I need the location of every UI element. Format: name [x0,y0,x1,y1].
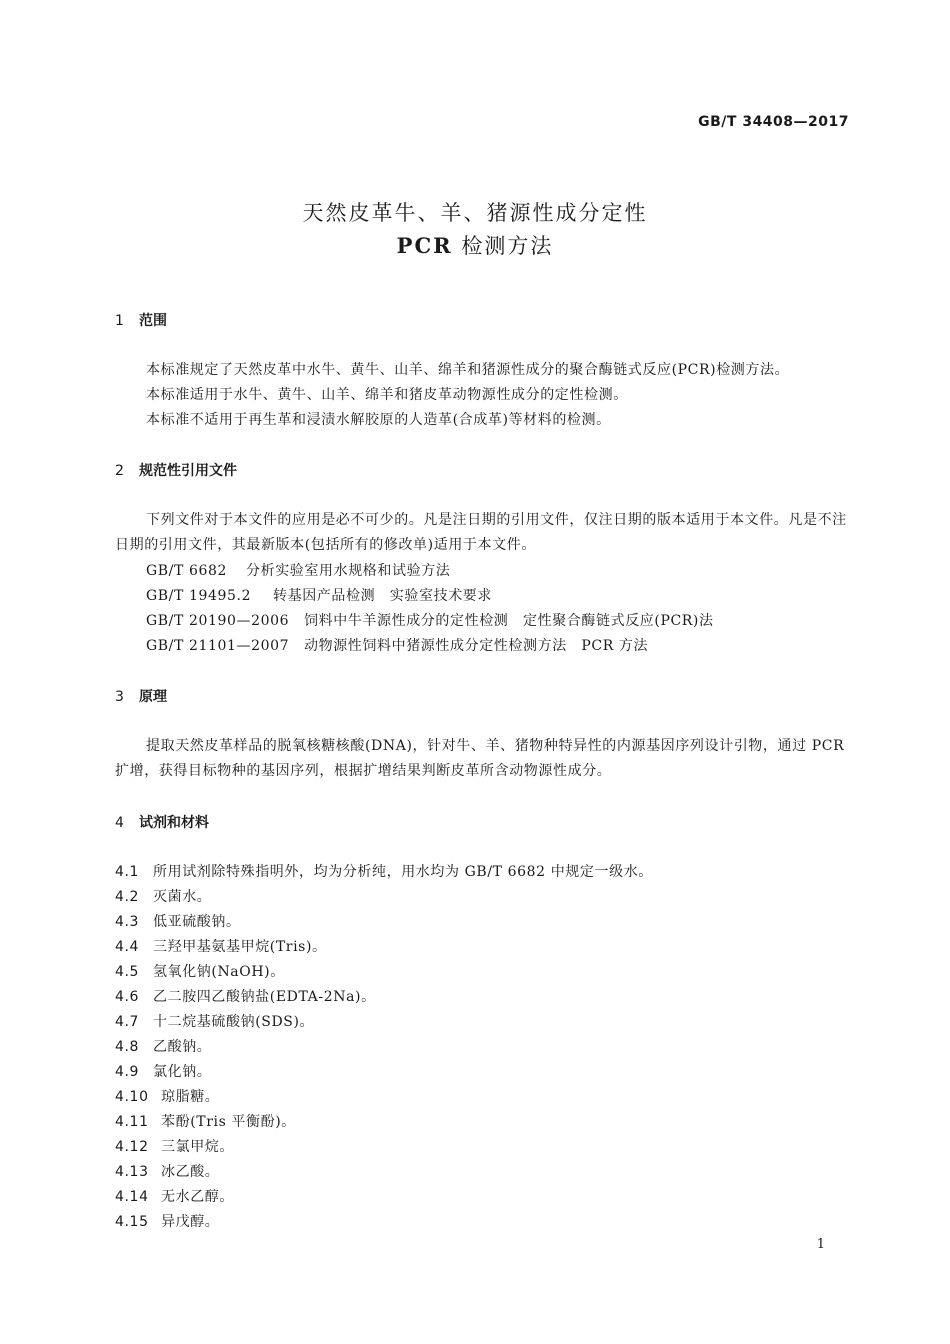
item-text: 苯酚(Tris 平衡酚)。 [161,1114,296,1130]
scope-paragraph-3: 本标准不适用于再生革和浸渍水解胶原的人造革(合成革)等材料的检测。 [146,412,611,428]
item-text: 灭菌水。 [153,889,212,905]
section-title: 试剂和材料 [139,815,209,831]
title-pcr: PCR [396,233,453,258]
references-intro: 下列文件对于本文件的应用是必不可少的。凡是注日期的引用文件，仅注日期的版本适用于本文件。凡是不注日期的引用文件，其最新版本(包括所有的修改单)适用于本文件。 [115,512,847,553]
reference-item [146,560,450,580]
item-number: 4.9 [115,1064,140,1080]
item-number: 4.1 [115,864,140,880]
title-rest: 检测方法 [452,234,554,258]
item-number: 4.12 [115,1139,149,1155]
reference-title: 转基因产品检测 实验室技术要求 [273,588,492,604]
reagent-item [115,1186,234,1206]
item-number: 4.13 [115,1164,149,1180]
reference-item [146,635,648,655]
item-text: 十二烷基硫酸钠(SDS)。 [153,1014,315,1030]
reagent-item [115,1161,219,1181]
scope-paragraph-2: 本标准适用于水牛、黄牛、山羊、绵羊和猪皮革动物源性成分的定性检测。 [146,387,628,403]
item-number: 4.3 [115,914,140,930]
item-text: 氯化钠。 [153,1064,212,1080]
item-number: 4.10 [115,1089,149,1105]
item-text: 三羟甲基氨基甲烷(Tris)。 [153,939,327,955]
reference-code: GB/T 6682 [146,563,228,579]
item-text: 冰乙酸。 [161,1164,220,1180]
section-number: 4 [115,815,124,831]
section-number: 3 [115,689,124,705]
section-4-heading [115,812,209,832]
reagent-item [115,1011,314,1031]
item-number: 4.8 [115,1039,140,1055]
reference-title: 动物源性饲料中猪源性成分定性检测方法 PCR 方法 [304,638,649,654]
section-number: 1 [115,313,124,329]
reagent-item [115,986,376,1006]
reagent-item [115,1086,219,1106]
reference-title: 饲料中牛羊源性成分的定性检测 定性聚合酶链式反应(PCR)法 [304,613,714,629]
reagent-item [115,1036,211,1056]
section-3-heading [115,686,167,706]
section-2-heading [115,460,237,480]
reagent-item [115,961,285,981]
document-title-line1: 天然皮革牛、羊、猪源性成分定性 [302,201,648,225]
reagent-item [115,1211,219,1231]
item-number: 4.5 [115,964,140,980]
item-number: 4.15 [115,1214,149,1230]
scope-paragraph-1: 本标准规定了天然皮革中水牛、黄牛、山羊、绵羊和猪源性成分的聚合酶链式反应(PCR)检测方法。 [146,362,790,378]
reference-code: GB/T 21101—2007 [146,638,290,654]
reagent-item [115,1061,211,1081]
item-text: 无水乙醇。 [161,1189,234,1205]
item-text: 异戊醇。 [161,1214,220,1230]
reference-item [146,610,714,630]
reagent-item [115,911,241,931]
item-number: 4.4 [115,939,140,955]
section-1-heading [115,310,167,330]
item-number: 4.6 [115,989,140,1005]
document-title-line2 [0,230,950,260]
reference-code: GB/T 20190—2006 [146,613,290,629]
section-title: 范围 [139,313,167,329]
standard-number: GB/T 34408—2017 [698,114,849,130]
reference-title: 分析实验室用水规格和试验方法 [246,563,451,579]
item-number: 4.11 [115,1114,149,1130]
reference-item [146,585,492,605]
item-text: 乙酸钠。 [153,1039,212,1055]
item-number: 4.7 [115,1014,140,1030]
reagent-item [115,1136,234,1156]
item-text: 所用试剂除特殊指明外，均为分析纯，用水均为 GB/T 6682 中规定一级水。 [153,864,653,880]
section-title: 规范性引用文件 [139,463,237,479]
reference-code: GB/T 19495.2 [146,588,252,604]
item-text: 三氯甲烷。 [161,1139,234,1155]
item-number: 4.14 [115,1189,149,1205]
reagent-item [115,1111,296,1131]
page-number: 1 [816,1237,825,1252]
item-text: 琼脂糖。 [161,1089,220,1105]
item-number: 4.2 [115,889,140,905]
item-text: 氢氧化钠(NaOH)。 [153,964,285,980]
principle-paragraph: 提取天然皮革样品的脱氧核糖核酸(DNA)，针对牛、羊、猪物种特异性的内源基因序列设计引物，通过 PCR 扩增，获得目标物种的基因序列，根据扩增结果判断皮革所含动物源性成分。 [115,738,845,779]
section-title: 原理 [139,689,167,705]
reagent-item [115,861,653,881]
reagent-item [115,936,327,956]
section-number: 2 [115,463,124,479]
item-text: 低亚硫酸钠。 [153,914,241,930]
reagent-item [115,886,211,906]
item-text: 乙二胺四乙酸钠盐(EDTA-2Na)。 [153,989,376,1005]
